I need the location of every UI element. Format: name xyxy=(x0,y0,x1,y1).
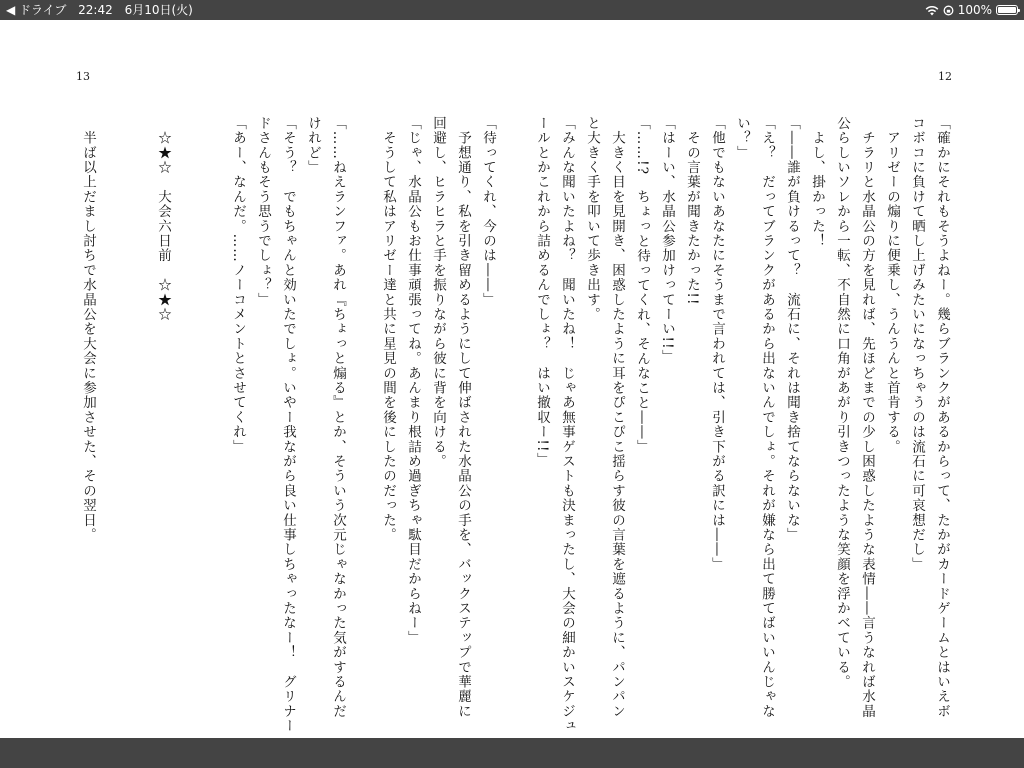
text-line: 「あー、なんだ。……ノーコメントとさせてくれ」 xyxy=(230,116,246,455)
bottom-toolbar xyxy=(0,738,1024,768)
text-line: と大きく手を叩いて歩き出す。 xyxy=(584,116,600,322)
status-left xyxy=(6,0,201,20)
text-line: コボコに負けて晒し上げみたいになっちゃうのは流石に可哀想だし」 xyxy=(909,116,925,572)
text-line: そうして私はアリゼー達と共に星見の間を後にしたのだった。 xyxy=(380,116,396,543)
text-line: 「他でもないあなたにそうまで言われては、引き下がる訳には――」 xyxy=(709,116,725,572)
wifi-icon xyxy=(925,5,939,16)
text-line: ールとかこれから詰めるんでしょ？ はい撤収ー!!」 xyxy=(534,116,550,468)
text-line: 大きく目を見開き、困惑したように耳をぴこぴこ揺らす彼の言葉を遮るように、パンパン xyxy=(609,116,625,719)
text-line: 回避し、ヒラヒラと手を振りながら彼に背を向ける。 xyxy=(430,116,446,469)
battery-percentage: 100% xyxy=(957,3,992,17)
status-bar xyxy=(0,0,1024,20)
battery-icon xyxy=(996,5,1018,15)
blank-line xyxy=(200,116,225,676)
back-to-drive-link[interactable]: ◀ ドライブ xyxy=(6,3,67,17)
text-line: 「待ってくれ、今のは――」 xyxy=(480,116,496,308)
text-line: 「確かにそれもそうよねー。幾らブランクがあるからって、たかがカードゲームとはいえボ xyxy=(934,116,950,719)
text-line: その言葉が聞きたかった!! xyxy=(684,116,700,306)
text-line: アリゼーの煽りに便乗し、うんうんと首肯する。 xyxy=(884,116,900,455)
text-line: 半ば以上だまし討ちで水晶公を大会に参加させた、その翌日。 xyxy=(80,116,96,543)
blank-line xyxy=(175,116,200,676)
orientation-lock-icon xyxy=(943,5,954,16)
text-line: 「え？ だってブランクがあるから出ないんでしょ。それが嫌なら出て勝てばいいんじゃな xyxy=(759,116,775,719)
right-page-text xyxy=(534,116,954,734)
blank-line xyxy=(100,116,125,676)
text-line: 「みんな聞いたよね？ 聞いたね！ じゃあ無事ゲストも決まったし、大会の細かいスケジュ xyxy=(559,116,575,734)
left-page-number: 13 xyxy=(76,70,90,83)
text-line: 「――誰が負けるって？ 流石に、それは聞き捨てならないな」 xyxy=(784,116,800,543)
text-line: 「じゃ、水晶公もお仕事頑張ってね。あんまり根詰め過ぎちゃ駄目だからねー」 xyxy=(405,116,421,646)
text-line: 公らしいソレから一転、不自然に口角があがり引きつったような笑顔を浮かべている。 xyxy=(834,116,850,690)
text-line: い？」 xyxy=(734,116,750,161)
status-time: 22:42 xyxy=(78,3,113,17)
text-line: 「……ねえランファ。あれ『ちょっと煽る』とか、そういう次元じゃなかった気がするんだ xyxy=(330,116,346,719)
text-line: 「そう？ でもちゃんと効いたでしょ。いやー我ながら良い仕事しちゃったなー！ グリナー xyxy=(280,116,296,734)
blank-line xyxy=(350,116,375,676)
text-line: けれど」 xyxy=(305,116,321,175)
text-line: 「……!? ちょっと待ってくれ、そんなこと――」 xyxy=(634,116,650,455)
status-date: 6月10日(火) xyxy=(124,3,193,17)
text-line: チラリと水晶公の方を見れば、先ほどまでの少し困惑したような表情――言うなれば水晶 xyxy=(859,116,875,719)
status-right xyxy=(925,0,1018,20)
text-line: よし、掛かった！ xyxy=(809,116,825,249)
text-line: 予想通り、私を引き留めるようにして伸ばされた水晶公の手を、バックステップで華麗に xyxy=(455,116,471,719)
left-page-text xyxy=(70,116,500,734)
right-page-number: 12 xyxy=(938,70,952,83)
text-line: 「はーい、水晶公参加けってーい!!」 xyxy=(659,116,675,365)
text-line: ドさんもそう思うでしょ？」 xyxy=(255,116,271,308)
text-line: ☆★☆ 大会六日前 ☆★☆ xyxy=(155,116,171,322)
blank-line xyxy=(125,116,150,676)
